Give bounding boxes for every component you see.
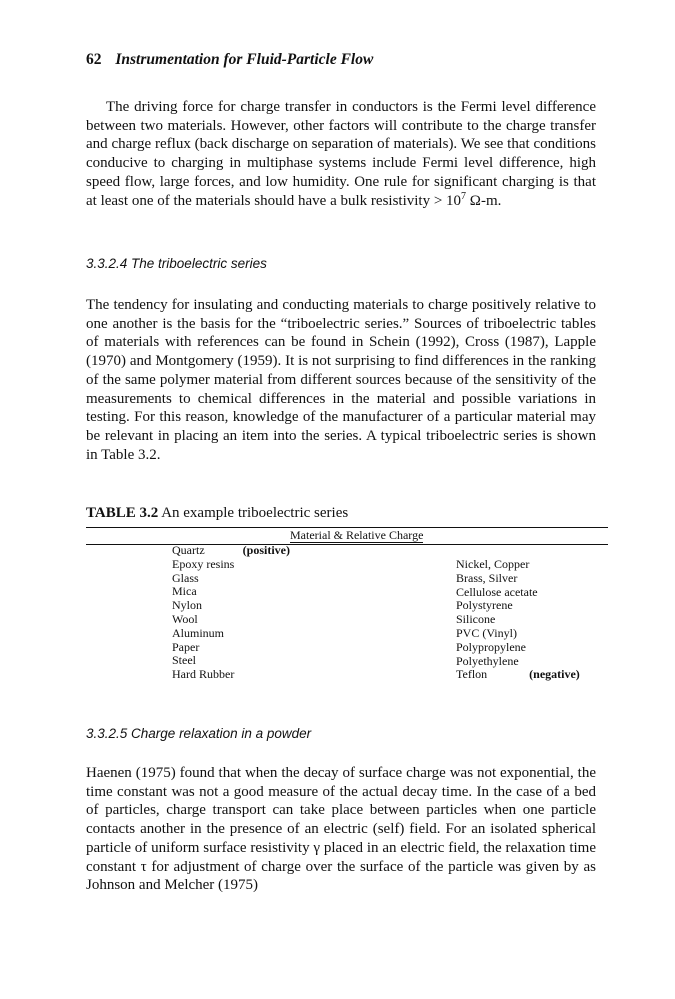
paragraph-fermi-unit: Ω-m. — [466, 192, 502, 209]
table-cell: Wool — [172, 611, 198, 626]
book-title: Instrumentation for Fluid-Particle Flow — [115, 51, 374, 68]
table-cell: Aluminum — [172, 625, 225, 640]
table-cell: Polyethylene — [456, 653, 519, 668]
table-left-column — [172, 544, 290, 682]
table-cell: Quartz (positive) — [172, 543, 290, 557]
running-head — [86, 51, 373, 69]
paragraph-fermi-level — [86, 98, 596, 210]
table-cell: Epoxy resins — [172, 556, 235, 571]
table-label: TABLE 3.2 — [86, 505, 159, 521]
section-heading-charge-relaxation: 3.3.2.5 Charge relaxation in a powder — [86, 726, 312, 741]
table-cell: Teflon (negative) — [456, 667, 580, 682]
exponent: 7 — [461, 190, 467, 202]
section-heading-triboelectric-series: 3.3.2.4 The triboelectric series — [86, 256, 267, 271]
table-cell: Steel — [172, 653, 196, 668]
table-header-rule — [86, 544, 608, 545]
table-caption — [86, 505, 348, 522]
table-cell: Paper — [172, 639, 200, 654]
table-caption-text: An example triboelectric series — [161, 505, 349, 521]
table-cell: PVC (Vinyl) — [456, 625, 517, 640]
table-right-column — [456, 558, 580, 682]
table-cell: Brass, Silver — [456, 570, 518, 585]
table-column-header — [290, 528, 423, 543]
page-number: 62 — [86, 51, 102, 68]
table-cell: Nickel, Copper — [456, 557, 530, 571]
paragraph-charge-relaxation: Haenen (1975) found that when the decay of surface charge was not exponential, the time constant was not a good measure of the actual decay time. In the case of a bed of particles, charge transport can take place between particles when one particle contacts another in the presence of an electric (self) field. For an isolated spherical particle of uniform surface resistivity γ placed in an electric field, the relaxation time constant τ for adjustment of charge over the surface of the particle was given by as Johnson and Melcher (1975) — [86, 765, 596, 894]
table-column-header-text: Material & Relative Charge — [290, 528, 424, 542]
table-cell: Mica — [172, 584, 197, 599]
table-cell: Polystyrene — [456, 598, 513, 613]
positive-tag: (positive) — [242, 543, 290, 557]
paragraph-fermi-text: The driving force for charge transfer in conductors is the Fermi level difference between two materials. However, other factors will contribute to the charge transfer and charge reflux (back discharge on separation of materials). We see that conditions conducive to charging in multiphase systems include Fermi level difference, high speed flow, large forces, and low humidity. One rule for significant charging is that at least one of the materials should have a bulk resistivity > 10 — [86, 99, 596, 209]
table-cell: Cellulose acetate — [456, 584, 538, 599]
table-cell: Nylon — [172, 598, 202, 613]
table-cell: Polypropylene — [456, 639, 526, 654]
table-cell: Hard Rubber — [172, 667, 235, 682]
table-cell: Silicone — [456, 612, 496, 627]
table-cell: Glass — [172, 570, 199, 585]
negative-tag: (negative) — [529, 667, 580, 682]
paragraph-triboelectric-series: The tendency for insulating and conducting materials to charge positively relative to one another is the basis for the “triboelectric series.” Sources of triboelectric tables of materials with references can be found in Schein (1992), Cross (1987), Lapple (1970) and Montgomery (1959). It is not surprising to find differences in the ranking of the same polymer material from different sources because of the sensitivity of the measurements to chemical differences in the material and possible variations in testing. For this reason, knowledge of the manufacturer of a particular material may be relevant in placing an item into the series. A typical triboelectric series is shown in Table 3.2. — [86, 297, 596, 463]
